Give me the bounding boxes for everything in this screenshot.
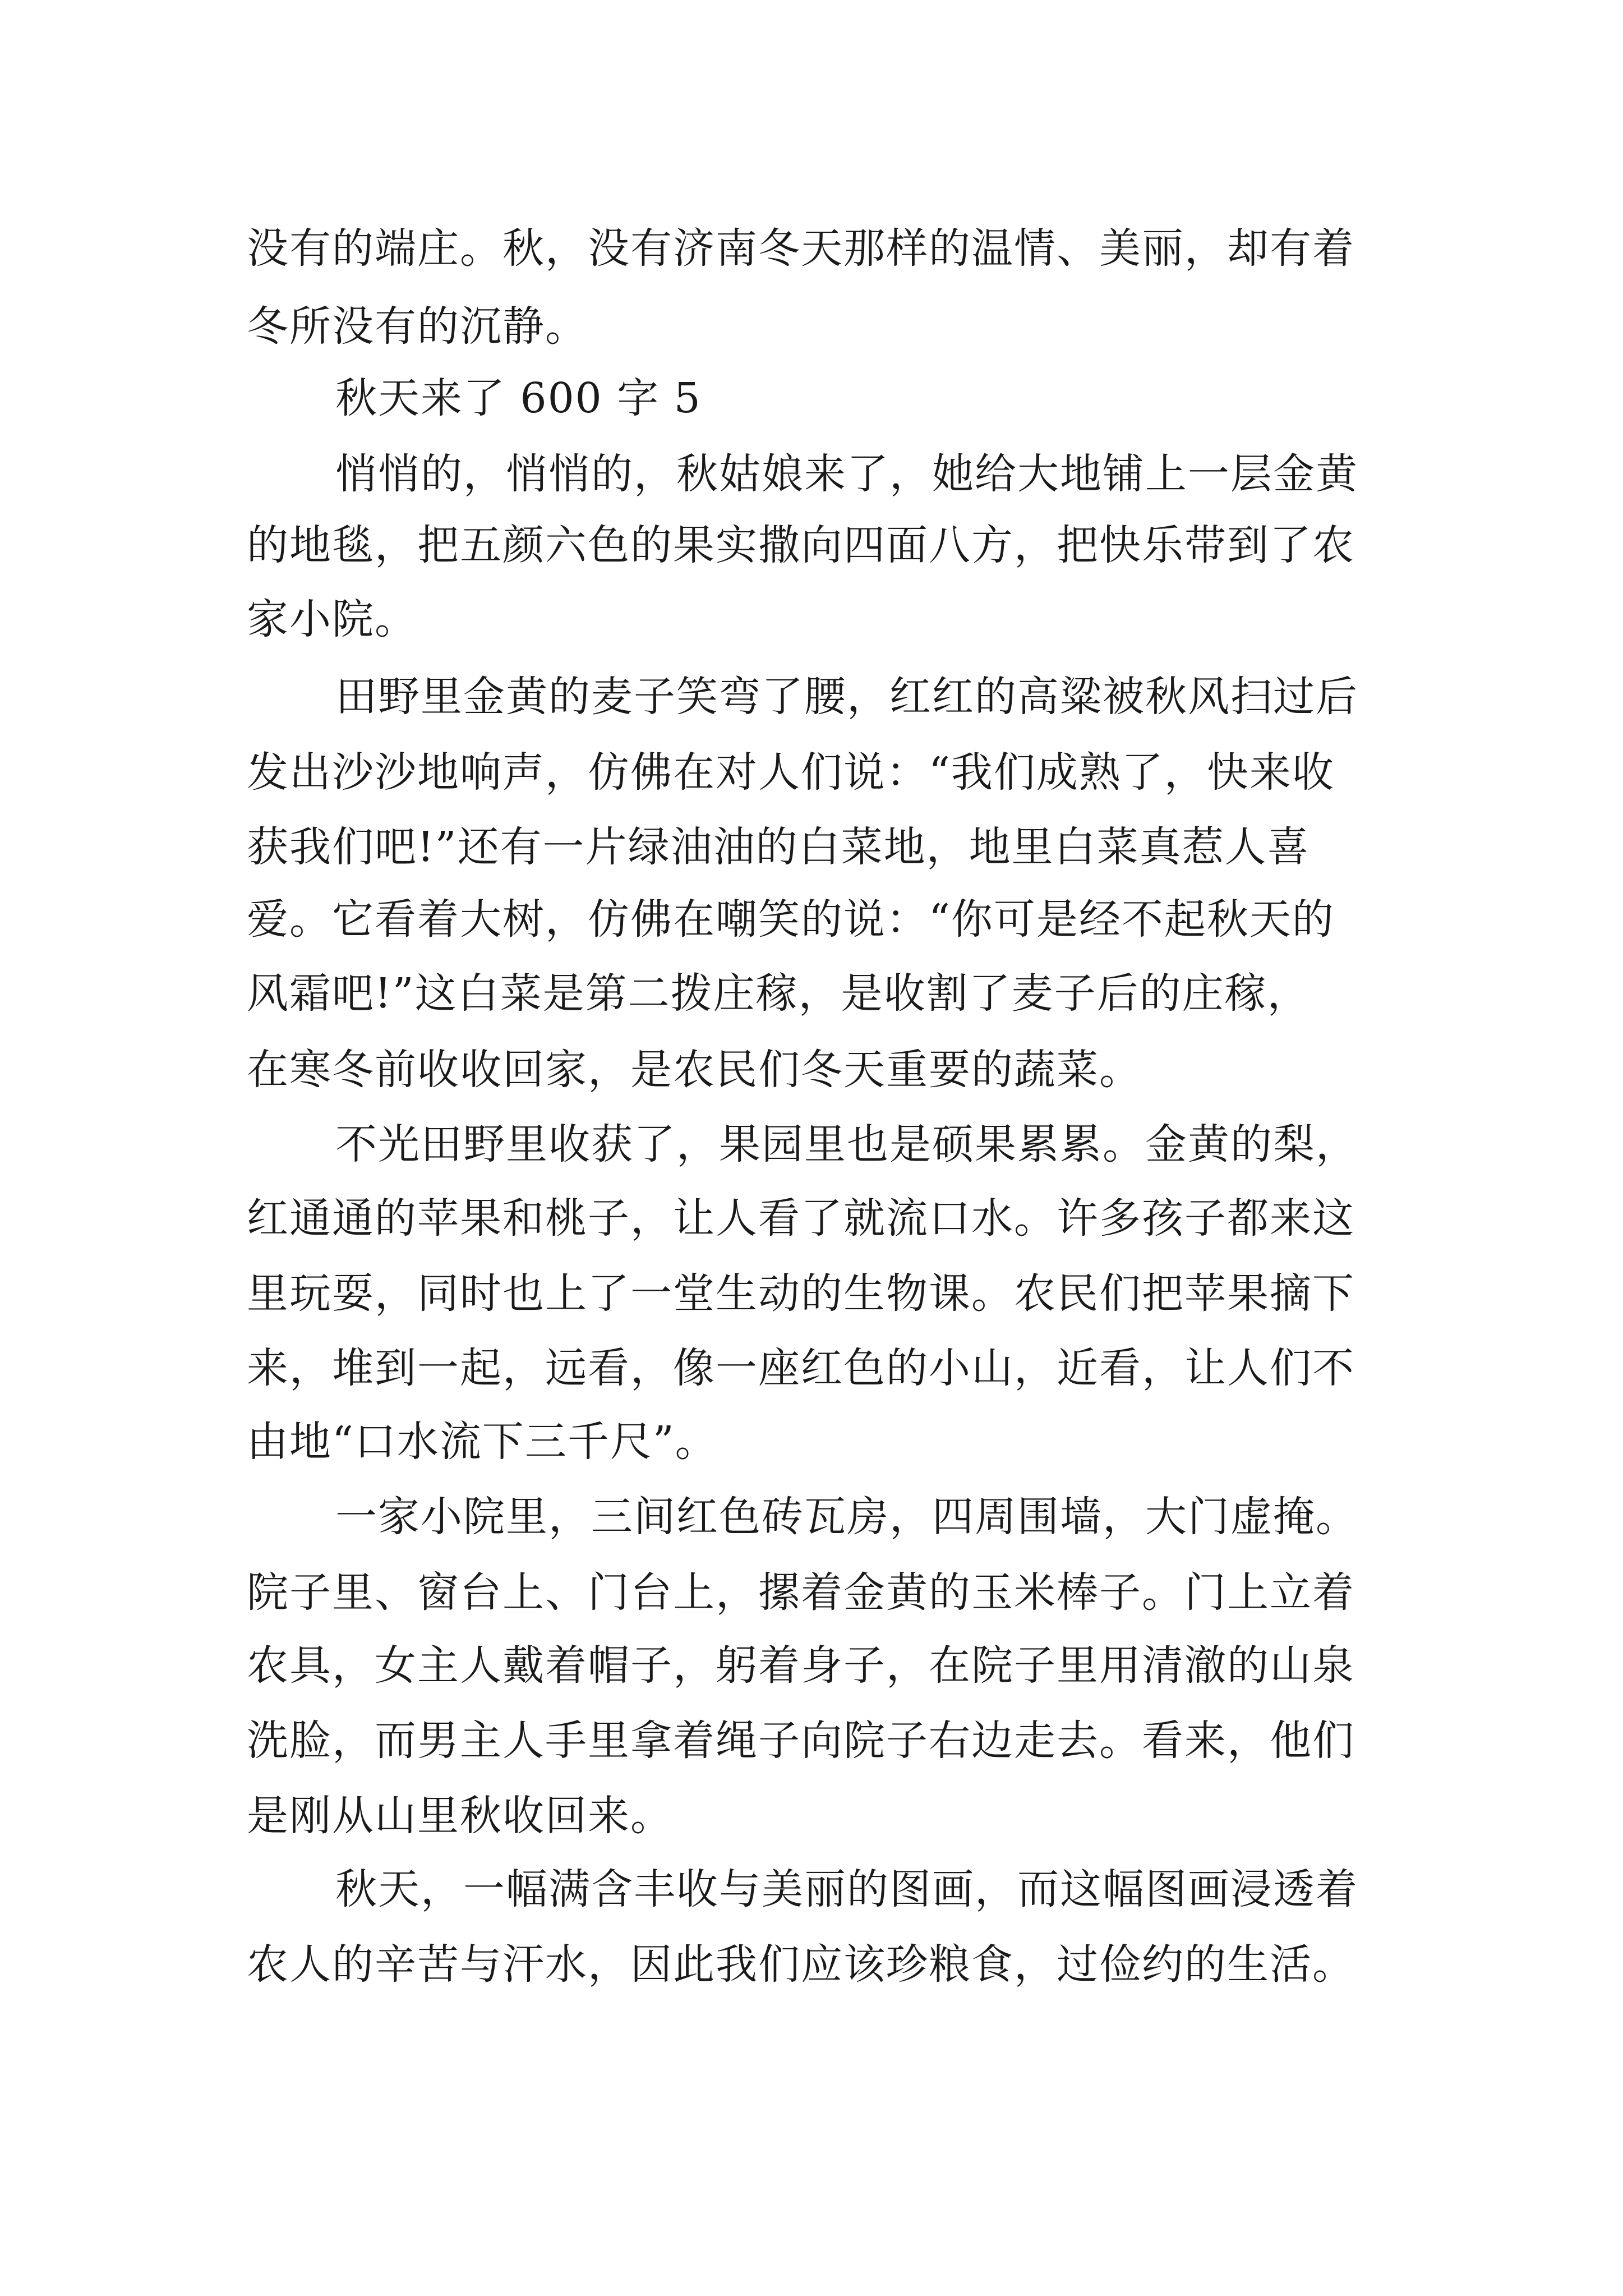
text-line: 爱。它看着大树，仿佛在嘲笑的说：“你可是经不起秋天的 bbox=[247, 895, 1335, 944]
text-line: 发出沙沙地响声，仿佛在对人们说：“我们成熟了，快来收 bbox=[247, 748, 1335, 797]
text-line: 获我们吧!”还有一片绿油油的白菜地，地里白菜真惹人喜 bbox=[247, 823, 1310, 871]
text-line: 农具，女主人戴着帽子，躬着身子，在院子里用清澈的山泉 bbox=[247, 1641, 1355, 1690]
section-heading: 秋天来了 600 字 5 bbox=[335, 374, 702, 422]
text-line: 是刚从山里秋收回来。 bbox=[247, 1792, 673, 1840]
text-line: 的地毯，把五颜六色的果实撒向四面八方，把快乐带到了农 bbox=[247, 521, 1355, 569]
text-line: 一家小院里，三间红色砖瓦房，四周围墙，大门虚掩。 bbox=[335, 1493, 1358, 1541]
text-line: 由地“口水流下三千尺”。 bbox=[247, 1418, 718, 1466]
text-line: 家小院。 bbox=[247, 595, 417, 643]
text-line: 红通通的苹果和桃子，让人看了就流口水。许多孩子都来这 bbox=[247, 1194, 1355, 1243]
text-line: 风霜吧!”这白菜是第二拨庄稼，是收割了麦子后的庄稼， bbox=[247, 969, 1310, 1018]
text-line: 院子里、窗台上、门台上，摞着金黄的玉米棒子。门上立着 bbox=[247, 1568, 1355, 1617]
text-line: 没有的端庄。秋，没有济南冬天那样的温情、美丽，却有着 bbox=[247, 224, 1355, 273]
text-line: 来，堆到一起，远看，像一座红色的小山，近看，让人们不 bbox=[247, 1344, 1355, 1392]
text-line: 洗脸，而男主人手里拿着绳子向院子右边走去。看来，他们 bbox=[247, 1717, 1355, 1765]
text-line: 农人的辛苦与汗水，因此我们应该珍粮食，过俭约的生活。 bbox=[247, 1940, 1355, 1989]
text-line: 悄悄的，悄悄的，秋姑娘来了，她给大地铺上一层金黄 bbox=[335, 450, 1358, 498]
text-line: 冬所没有的沉静。 bbox=[247, 302, 588, 351]
text-line: 在寒冬前收收回家，是农民们冬天重要的蔬菜。 bbox=[247, 1046, 1142, 1094]
text-line: 不光田野里收获了，果园里也是硕果累累。金黄的梨， bbox=[335, 1120, 1358, 1168]
text-line: 田野里金黄的麦子笑弯了腰，红红的高粱被秋风扫过后 bbox=[335, 673, 1358, 721]
text-line: 里玩耍，同时也上了一堂生动的生物课。农民们把苹果摘下 bbox=[247, 1269, 1355, 1318]
text-line: 秋天，一幅满含丰收与美丽的图画，而这幅图画浸透着 bbox=[335, 1865, 1358, 1913]
